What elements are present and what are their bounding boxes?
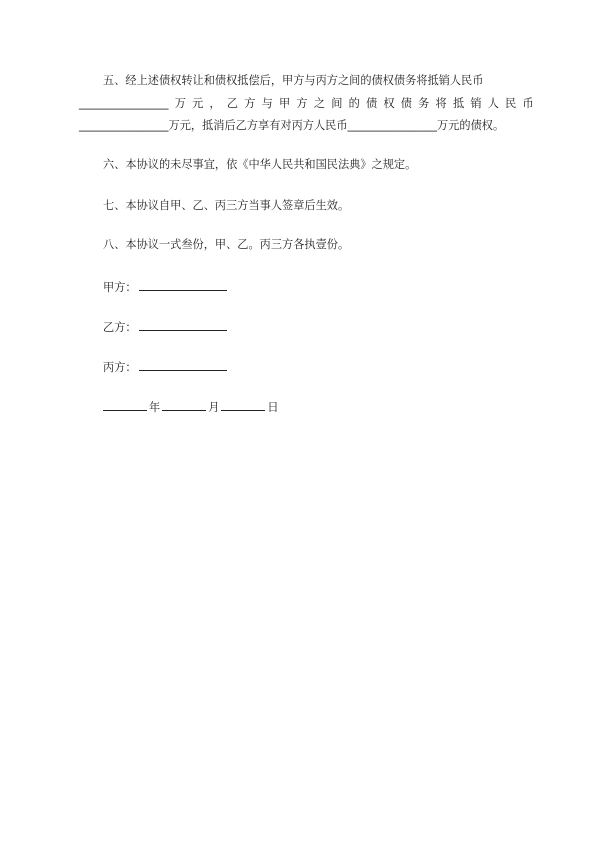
clause-5-line-1: 五、经上述债权转让和债权抵偿后，甲方与丙方之间的债权债务将抵销人民币	[103, 74, 484, 87]
clause-5-word: 的	[348, 97, 360, 110]
clause-5-word: 债	[365, 97, 378, 110]
clause-5-word: 元	[192, 97, 204, 110]
clause-5-line-3	[79, 119, 504, 133]
signing-date	[103, 399, 279, 415]
party-b-signature-line[interactable]	[139, 319, 227, 331]
clause-5-word: 与	[261, 97, 273, 110]
clause-5-word: ，	[209, 97, 221, 110]
clause-5-word: 务	[418, 97, 430, 110]
amount-blank-3: ________________	[347, 119, 438, 132]
clause-5-word: 甲	[279, 97, 291, 110]
clause-5-text-b: 万元的债权。	[437, 119, 505, 132]
clause-5-text-a: 万元，抵消后乙方享有对丙方人民币	[168, 119, 348, 132]
clause-5-word: 债	[400, 97, 412, 110]
clause-5-word: 方	[244, 97, 256, 110]
month-blank[interactable]	[162, 399, 206, 411]
clause-5-word: 民	[505, 97, 517, 110]
clause-5-word: 将	[435, 97, 447, 110]
signature-party-a	[103, 279, 229, 295]
clause-5-word: 销	[470, 97, 482, 110]
clause-5-word: 方	[296, 97, 308, 110]
clause-5-word: 币	[522, 97, 534, 110]
amount-blank-1: ________________	[79, 97, 169, 110]
party-a-signature-line[interactable]	[139, 279, 227, 291]
month-label: 月	[208, 401, 220, 414]
clause-5-word: 人	[487, 97, 499, 110]
year-blank[interactable]	[103, 399, 147, 411]
clause-5-word: 之	[313, 97, 326, 110]
clause-5-word: 抵	[452, 97, 465, 110]
day-label: 日	[267, 401, 279, 414]
clause-5-word: 间	[331, 97, 343, 110]
signature-party-c	[103, 359, 229, 375]
year-label: 年	[149, 401, 161, 414]
clause-5-line-2	[79, 97, 534, 111]
clause-8: 八、本协议一式叁份，甲、乙。丙三方各执壹份。	[103, 238, 350, 251]
party-c-signature-line[interactable]	[139, 359, 227, 371]
day-blank[interactable]	[221, 399, 265, 411]
party-b-label: 乙方：	[103, 321, 137, 334]
clause-7: 七、本协议自甲、乙、丙三方当事人签章后生效。	[103, 199, 350, 212]
clause-5-word: 万	[174, 97, 186, 110]
clause-5-word: 权	[383, 97, 395, 110]
clause-6: 六、本协议的未尽事宜，依《中华人民共和国民法典》之规定。	[103, 158, 417, 171]
amount-blank-2: ________________	[79, 119, 169, 132]
clause-5-word: 乙	[226, 97, 239, 110]
party-c-label: 丙方：	[103, 361, 137, 374]
signature-party-b	[103, 319, 229, 335]
party-a-label: 甲方：	[103, 281, 137, 294]
